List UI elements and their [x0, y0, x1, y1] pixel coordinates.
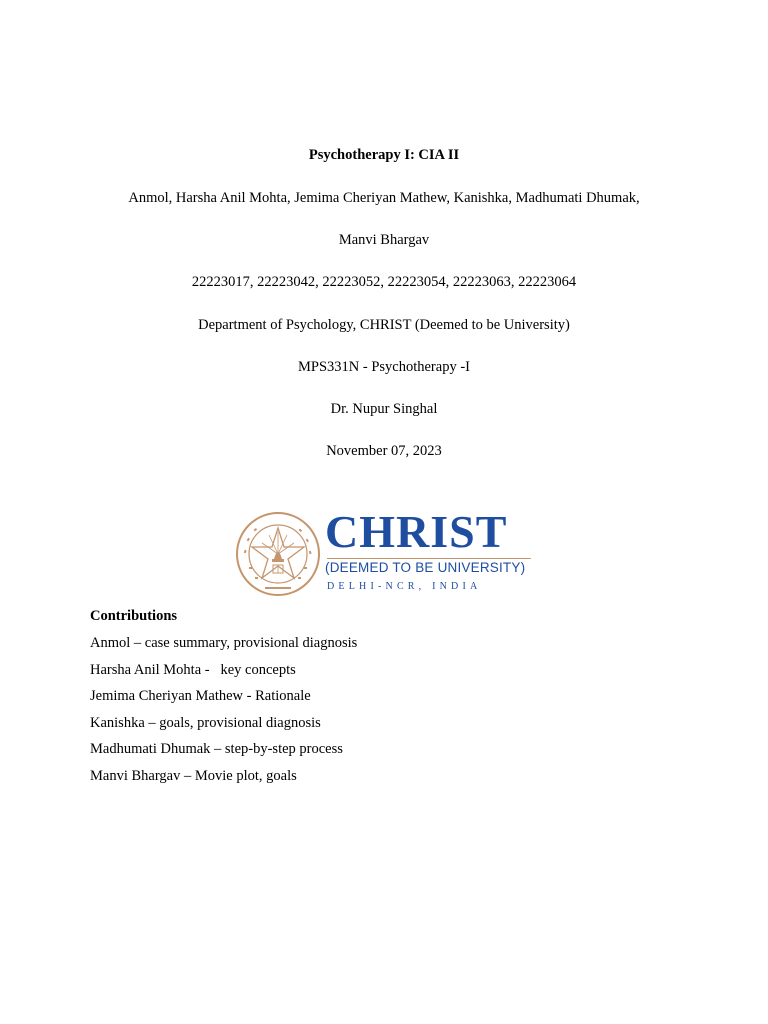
list-item: Harsha Anil Mohta - key concepts: [90, 661, 296, 678]
student-ids: 22223017, 22223042, 22223052, 22223054, 22223063, 22223064: [191, 274, 577, 290]
logo-location: DELHI-NCR, INDIA: [327, 581, 482, 592]
logo-divider: [327, 558, 531, 559]
list-item: Kanishka – goals, provisional diagnosis: [90, 714, 321, 731]
logo-subtitle: (DEEMED TO BE UNIVERSITY): [325, 560, 526, 575]
course: MPS331N - Psychotherapy -I: [298, 359, 470, 375]
list-item: Anmol – case summary, provisional diagnosis: [90, 635, 358, 651]
university-logo: [235, 506, 535, 599]
list-item: Jemima Cheriyan Mathew - Rationale: [90, 688, 311, 705]
list-item: Manvi Bhargav – Movie plot, goals: [90, 767, 297, 784]
submission-date: November 07, 2023: [326, 443, 442, 459]
instructor: Dr. Nupur Singhal: [330, 401, 438, 417]
contributions-list: [90, 634, 357, 794]
department: Department of Psychology, CHRIST (Deemed to be University): [198, 317, 570, 333]
list-item: Madhumati Dhumak – step-by-step process: [90, 741, 343, 758]
authors-line-2: Manvi Bhargav: [338, 232, 430, 248]
contributions-heading: Contributions: [90, 608, 178, 624]
document-title: Psychotherapy I: CIA II: [308, 147, 460, 163]
university-seal-icon: [235, 511, 321, 597]
authors-line-1: Anmol, Harsha Anil Mohta, Jemima Cheriyan Mathew, Kanishka, Madhumati Dhumak,: [128, 190, 640, 206]
logo-wordmark: CHRIST: [325, 506, 508, 557]
